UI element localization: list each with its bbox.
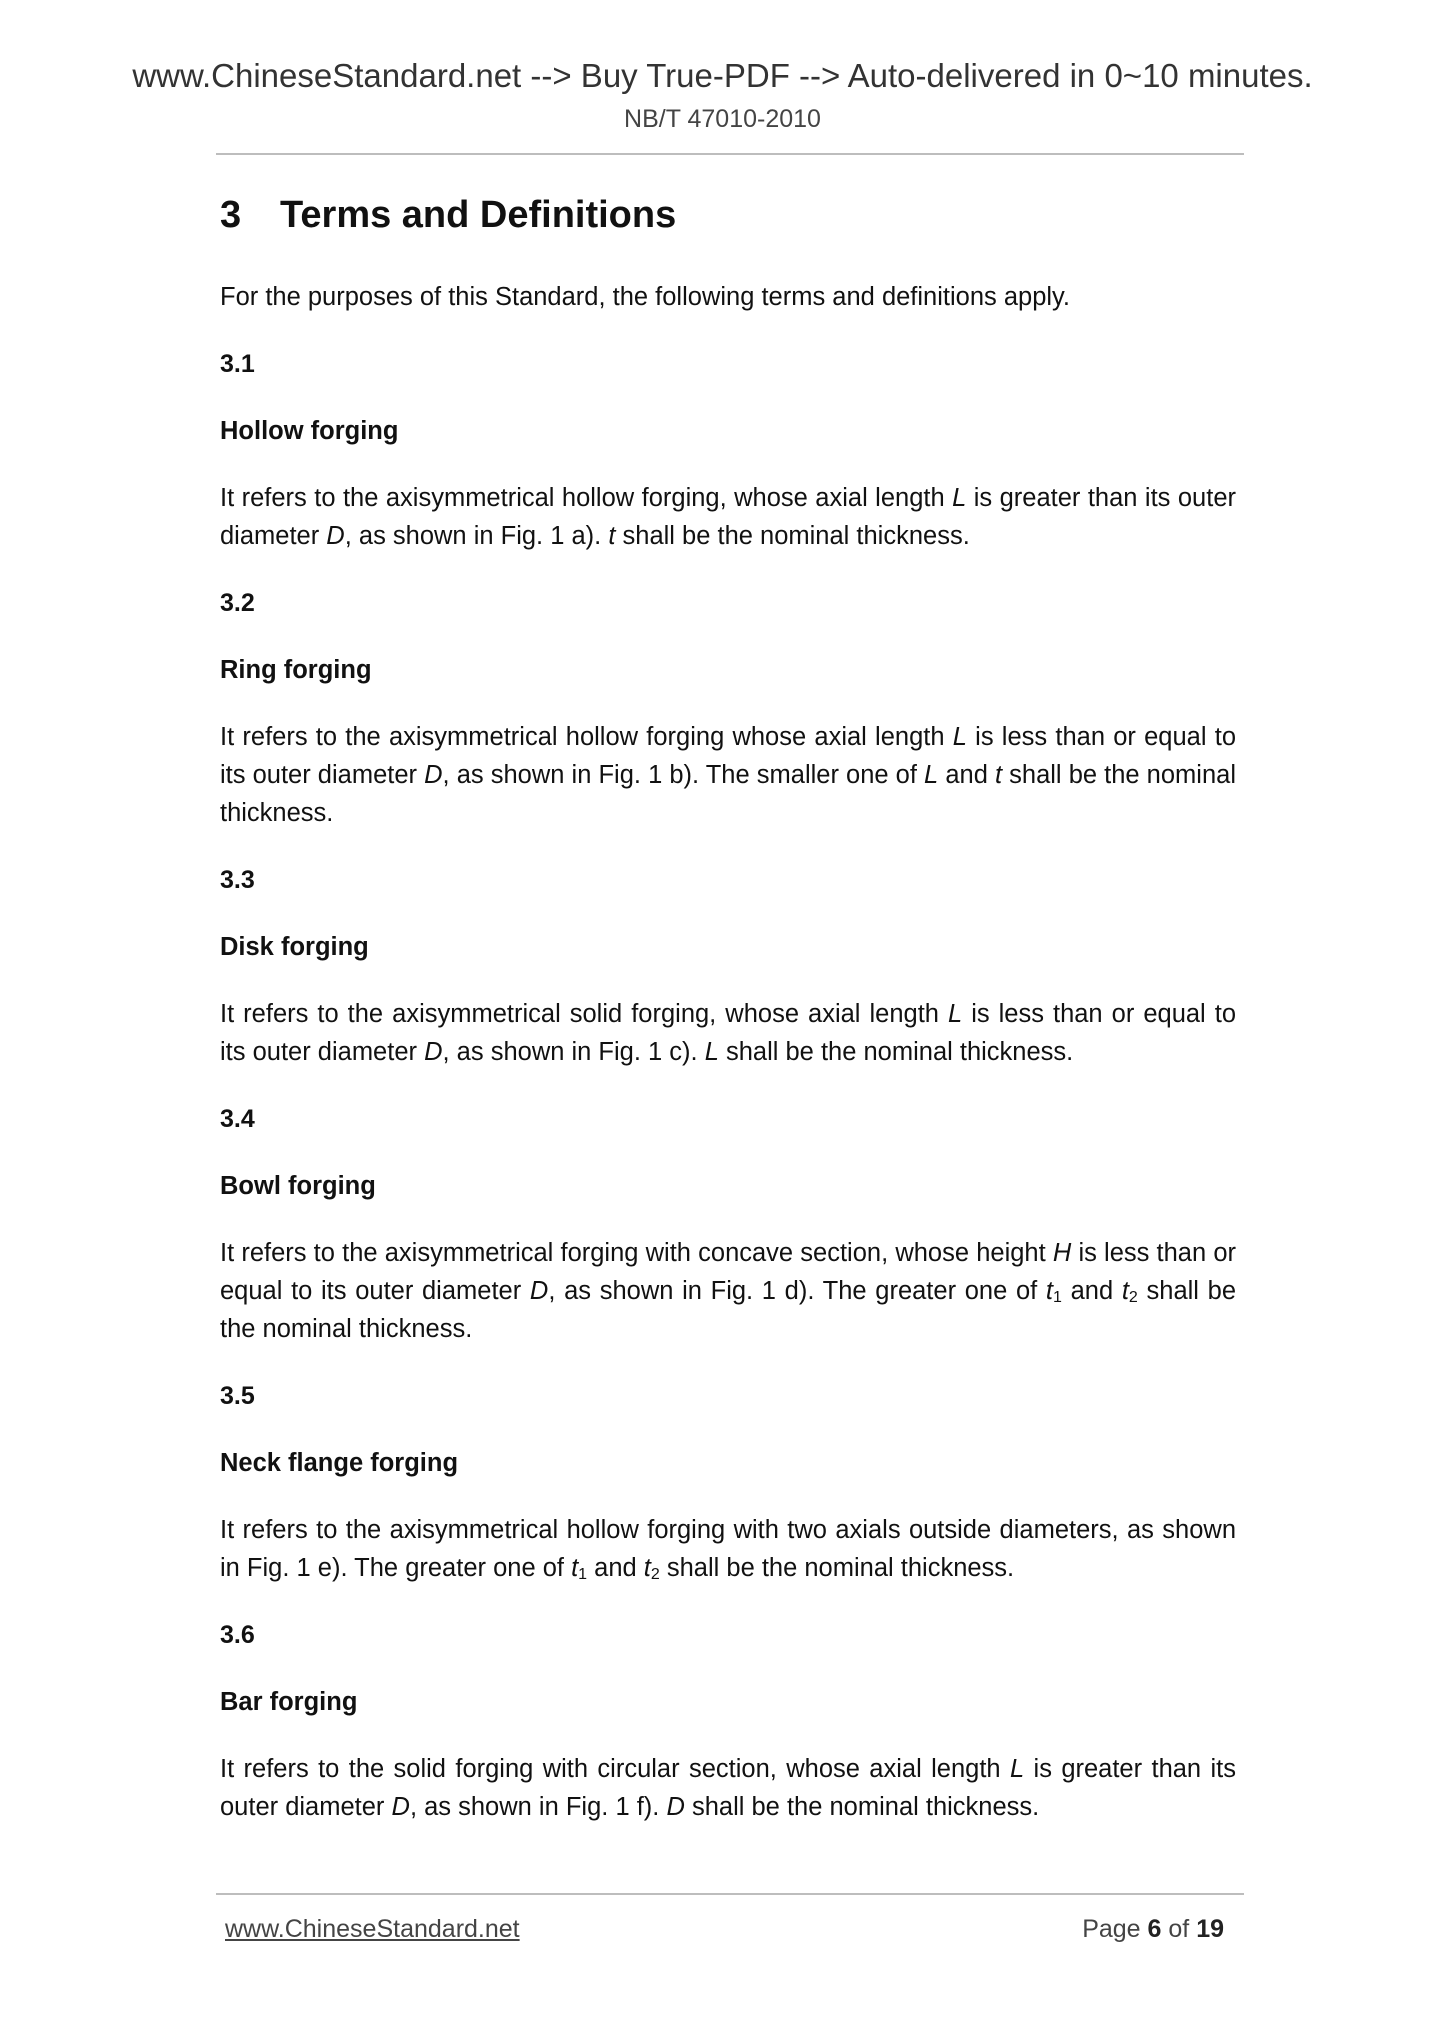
term-entry [220,584,1244,832]
definition-text: is greater than its outer diameter [220,1755,1244,1821]
term-entry [220,1377,1244,1587]
definition-text: is less than or equal to its outer diameter [220,1239,1244,1305]
page-number [1082,1912,1224,1946]
math-variable: D [666,1793,685,1821]
definition-text: shall be the nominal thickness. [220,761,1244,827]
term-name: Bowl forging [220,1172,376,1200]
definition-text: , as shown in Fig. 1 a). [344,522,609,550]
math-variable: L [704,1038,719,1066]
definition-text: is greater than its outer diameter [220,484,1244,550]
definition-text: , as shown in Fig. 1 c). [442,1038,705,1066]
math-variable: H [1052,1239,1072,1267]
definition-text: and [587,1554,644,1582]
term-number: 3.1 [220,350,255,378]
math-variable: D [326,522,345,550]
term-entry [220,345,1244,555]
definition-text: It refers to the solid forging with circular section, whose axial length [220,1755,1010,1783]
definition-text: and [938,761,995,789]
definition-text: , as shown in Fig. 1 d). The greater one of [548,1277,1046,1305]
section-title: Terms and Definitions [280,194,677,236]
term-definition [220,1750,1244,1826]
term-definition [220,1511,1244,1587]
definition-text: shall be the nominal thickness. [220,1277,1244,1343]
term-definition [220,1234,1244,1348]
terms-list [220,345,1244,1826]
term-name: Disk forging [220,933,369,961]
term-definition [220,995,1244,1071]
page-total: 19 [1196,1915,1224,1943]
term-entry [220,1100,1244,1348]
header-divider [216,153,1244,155]
page-mid: of [1161,1915,1197,1943]
term-number: 3.3 [220,866,255,894]
footer-site-link[interactable]: www.ChineseStandard.net [225,1915,520,1943]
definition-text: It refers to the axisymmetrical hollow forging whose axial length [220,723,953,751]
term-name: Neck flange forging [220,1449,459,1477]
math-variable: t [1045,1277,1054,1305]
definition-text: is less than or equal to its outer diameter [220,1000,1244,1066]
term-number: 3.4 [220,1105,255,1133]
math-variable: D [424,1038,443,1066]
math-variable: t [643,1554,651,1582]
math-variable: t [994,761,1003,789]
definition-text: shall be the nominal thickness. [615,522,970,550]
page-prefix: Page [1082,1915,1148,1943]
term-number: 3.5 [220,1382,255,1410]
definition-text: , as shown in Fig. 1 b). The smaller one of [442,761,925,789]
math-variable: L [924,761,939,789]
math-variable: D [529,1277,549,1305]
term-name: Ring forging [220,656,372,684]
math-variable: t [608,522,616,550]
term-entry [220,1616,1244,1826]
definition-text: It refers to the axisymmetrical hollow forging, whose axial length [220,484,953,512]
term-definition [220,479,1244,555]
term-number: 3.2 [220,589,255,617]
section-intro: For the purposes of this Standard, the following terms and definitions apply. [220,283,1071,311]
footer-divider [216,1893,1244,1895]
math-variable: t [571,1554,579,1582]
definition-text: shall be the nominal thickness. [718,1038,1074,1066]
math-variable: L [1009,1755,1025,1783]
definition-text: It refers to the axisymmetrical forging with concave section, whose height [220,1239,1053,1267]
math-variable: L [947,1000,963,1028]
term-name: Bar forging [220,1688,358,1716]
header-banner: www.ChineseStandard.net --> Buy True-PDF --> Auto-delivered in 0~10 minutes. [132,57,1313,94]
variable-subscript: 1 [578,1566,588,1583]
page-content [220,190,1244,1826]
definition-text: , as shown in Fig. 1 f). [409,1793,667,1821]
definition-text: shall be the nominal thickness. [684,1793,1040,1821]
definition-text: It refers to the axisymmetrical hollow forging with two axials outside diameters, as shown in Fig. 1 e). The greater one of [220,1516,1244,1582]
variable-subscript: 2 [1128,1289,1138,1306]
math-variable: D [391,1793,410,1821]
page-current: 6 [1147,1915,1162,1943]
math-variable: L [952,484,967,512]
definition-text: and [1061,1277,1122,1305]
math-variable: L [952,723,967,751]
term-entry [220,861,1244,1071]
section-number: 3 [220,194,242,236]
math-variable: t [1121,1277,1129,1305]
definition-text: It refers to the axisymmetrical solid forging, whose axial length [220,1000,948,1028]
term-name: Hollow forging [220,417,399,445]
variable-subscript: 2 [650,1566,660,1583]
doc-number: NB/T 47010-2010 [624,105,821,133]
definition-text: shall be the nominal thickness. [659,1554,1015,1582]
definition-text: is less than or equal to its outer diameter [220,723,1244,789]
variable-subscript: 1 [1053,1289,1062,1306]
math-variable: D [424,761,443,789]
section-heading [220,190,1236,240]
term-definition [220,718,1244,832]
term-number: 3.6 [220,1621,255,1649]
